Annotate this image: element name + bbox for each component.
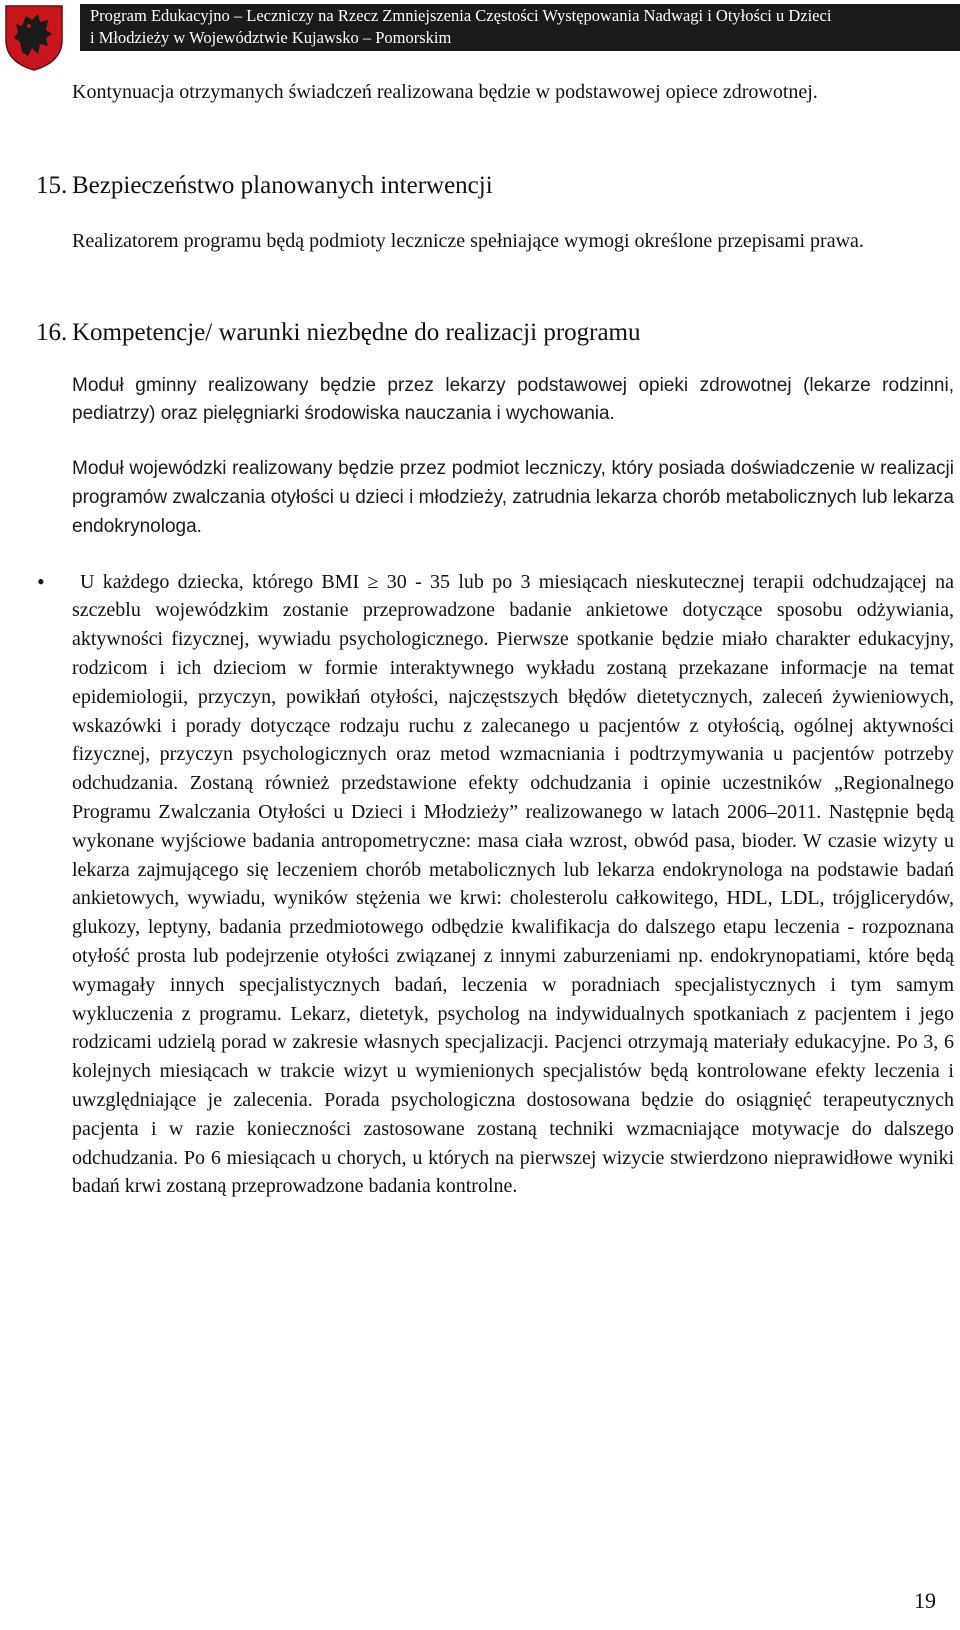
- section-16-paragraph-2: Moduł wojewódzki realizowany będzie przez podmiot leczniczy, który posiada doświadczenie w realizacji programów zwalczania otyłości u dzieci i młodzieży, zatrudnia lekarza chorób metabolicznych lub lekarza endokrynologa.: [72, 458, 954, 537]
- page-number: 19: [914, 1588, 936, 1613]
- bullet-paragraph: U każdego dziecka, którego BMI ≥ 30 - 35 lub po 3 miesiącach nieskutecznej terapii odchudzającej na szczeblu wojewódzkim zostanie przeprowadzone badanie ankietowe dotyczące sposobu odżywiania, aktywności fizycznej, wywiadu psychologicznego. Pierwsze spotkanie będzie miało charakter edukacyjny, rodzicom i ich dzieciom w formie interaktywnego wykładu zostaną przekazane informacje na temat epidemiologii, przyczyn, powikłań otyłości, najczęstszych błędów dietetycznych, zaleceń żywieniowych, wskazówki i porady dotyczące rodzaju ruchu z zalecanego u pacjentów z otyłością, ogólnej aktywności fizycznej, przyczyn psychologicznych oraz metod wzmacniania i podtrzymywania u pacjentów potrzeby odchudzania. Zostaną również przedstawione efekty odchudzania i opinie uczestników „Regionalnego Programu Zwalczania Otyłości u Dzieci i Młodzieży” realizowanego w latach 2006–2011. Następnie będą wykonane wyjściowe badania antropometryczne: masa ciała wzrost, obwód pasa, bioder. W czasie wizyty u lekarza zajmującego się leczeniem chorób metabolicznych lub lekarza endokrynologa na podstawie badań ankietowych, wywiadu, wyników stężenia we krwi: cholesterolu całkowitego, HDL, LDL, trójglicerydów, glukozy, leptyny, badania przedmiotowego odbędzie kwalifikacja do dalszego etapu leczenia - rozpoznana otyłość prosta lub podejrzenie otyłości związanej z innymi zaburzeniami np. endokrynopatiami, które będą wymagały innych specjalistycznych badań, leczenia w poradniach specjalistycznych i tym samym wykluczenia z programu. Lekarz, dietetyk, psycholog na indywidualnych spotkaniach z pacjentem i jego rodzicami udzielą porad w zakresie własnych specjalizacji. Pacjenci otrzymają materiały edukacyjne. Po 3, 6 kolejnych miesiącach w trakcie wizyt u wymienionych specjalistów będą kontrolowane efekty leczenia i uwzględniające je zalecenia. Porada psychologiczna dostosowana będzie do osiągnięć terapeutycznych pacjenta i w razie konieczności zastosowane zostaną techniki wzmacniające motywacje do dalszego odchudzania. Po 6 miesiącach u chorych, u których na pierwszej wizycie stwierdzono nieprawidłowe wyniki badań krwi zostaną przeprowadzone badania kontrolne.: [72, 570, 954, 1198]
- header-title: [80, 4, 960, 51]
- document-body: [36, 78, 954, 1201]
- section-16-paragraph-1: Moduł gminny realizowany będzie przez lekarzy podstawowej opieki zdrowotnej (lekarze rodzinni, pediatrzy) oraz pielęgniarki środowiska nauczania i wychowania.: [72, 374, 954, 425]
- header-line-2: i Młodzieży w Województwie Kujawsko – Pomorskim: [90, 28, 452, 47]
- section-15-paragraph: Realizatorem programu będą podmioty lecznicze spełniające wymogi określone przepisami prawa.: [72, 229, 864, 252]
- bullet-item: [37, 568, 954, 1202]
- page-header: [0, 0, 960, 72]
- section-15-heading: 15. Bezpieczeństwo planowanych interwencji: [36, 171, 493, 199]
- bullet-icon: •: [37, 568, 45, 594]
- section-15-title: Bezpieczeństwo planowanych interwencji: [72, 171, 493, 199]
- intro-paragraph: Kontynuacja otrzymanych świadczeń realizowana będzie w podstawowej opiece zdrowotnej.: [72, 81, 818, 103]
- section-16-heading: 16. Kompetencje/ warunki niezbędne do realizacji programu: [36, 318, 641, 346]
- section-16-title: Kompetencje/ warunki niezbędne do realizacji programu: [72, 318, 641, 346]
- coat-of-arms-icon: [2, 2, 66, 72]
- header-line-1: Program Edukacyjno – Leczniczy na Rzecz Zmniejszenia Częstości Występowania Nadwagi i Otyłości u Dzieci: [90, 6, 832, 25]
